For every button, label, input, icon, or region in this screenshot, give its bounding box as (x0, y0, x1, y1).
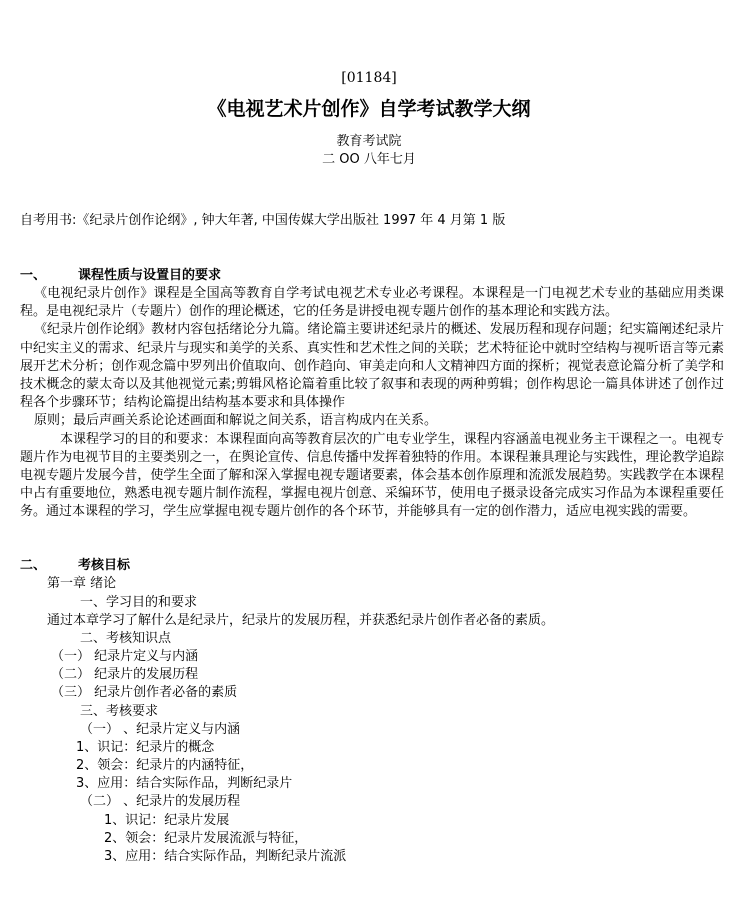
section-2-heading (20, 557, 130, 575)
section-1-heading (20, 267, 221, 285)
requirement-item: 3、应用：结合实际作品，判断纪录片流派 (104, 849, 347, 864)
document-title: 《电视艺术片创作》自学考试教学大纲 (207, 98, 531, 120)
subsection-requirements: 三、考核要求 (80, 704, 159, 719)
subsection-knowledge-points: 二、考核知识点 (80, 631, 172, 646)
requirement-group-title: （二） 、纪录片的发展历程 (80, 794, 241, 809)
requirement-item: 2、领会：纪录片发展流派与特征， (104, 831, 308, 846)
knowledge-point: （一） 纪录片定义与内涵 (51, 649, 199, 664)
learning-goals-text: 通过本章学习了解什么是纪录片，纪录片的发展历程，并获悉纪录片创作者必备的素质。 (47, 613, 555, 628)
section-1-body (20, 285, 724, 522)
paragraph-textbook-content-end: 原则；最后声画关系论论述画面和解说之间关系，语言构成内在关系。 (34, 413, 438, 429)
requirement-item: 1、识记：纪录片发展 (104, 813, 230, 828)
course-code: [01184] (341, 70, 397, 86)
issuing-organization: 教育考试院 (336, 134, 402, 149)
section-1-title: 课程性质与设置目的要求 (78, 268, 222, 283)
requirement-item: 1、识记：纪录片的概念 (76, 740, 215, 755)
subsection-learning-goals: 一、学习目的和要求 (80, 595, 198, 610)
requirement-item: 2、领会：纪录片的内涵特征， (76, 758, 254, 773)
requirement-group-title: （一） 、纪录片定义与内涵 (80, 722, 241, 737)
section-2-title: 考核目标 (78, 558, 131, 573)
section-1-number: 一、 (20, 268, 47, 283)
requirement-item: 3、应用：结合实际作品，判断纪录片 (76, 776, 293, 791)
knowledge-point: （三） 纪录片创作者必备的素质 (51, 685, 238, 700)
textbook-line: 自考用书:《纪录片创作论纲》, 钟大年著, 中国传媒大学出版社 1997 年 4 月第 1 版 (20, 213, 506, 228)
chapter-title: 第一章 绪论 (47, 576, 117, 591)
paragraph-learning-goals: 本课程学习的目的和要求：本课程面向高等教育层次的广电专业学生，课程内容涵盖电视业务主干课程之一。电视专题片作为电视节目的主要类别之一，在舆论宣传、信息传播中发挥着独特的作用。本课程兼具理论与实践性，理论教学追踪电视专题片发展今昔，使学生全面了解和深入掌握电视专题诸要素，体会基本创作原理和流派发展趋势。实践教学在本课程中占有重要地位，熟悉电视专题片制作流程，掌握电视片创意、采编环节，使用电子摄录设备完成实习作品为本课程重要任务。通过本课程的学习，学生应掌握电视专题片创作的各个环节，并能够具有一定的创作潜力，适应电视实践的需要。 (20, 431, 724, 520)
section-2-number: 二、 (20, 558, 47, 573)
knowledge-point: （二） 纪录片的发展历程 (51, 667, 199, 682)
paragraph-textbook-content: 《纪录片创作论纲》教材内容包括绪论分九篇。绪论篇主要讲述纪录片的概述、发展历程和现存问题；纪实篇阐述纪录片中纪实主义的需求、纪录片与现实和美学的关系、真实性和艺术性之间的关联；艺术特征论中就时空结构与视听语言等元素展开艺术分析；创作观念篇中罗列出价值取向、创作趋向、审美走向和人文精神四方面的探析；视觉表意论篇分析了美学和技术概念的蒙太奇以及其他视觉元素;剪辑风格论篇着重比较了叙事和表现的两种剪辑；创作构思论一篇具体讲述了创作过程各个步骤环节；结构论篇提出结构基本要求和具体操作 (20, 322, 724, 411)
issue-date: 二 OO 八年七月 (322, 152, 416, 167)
paragraph-course-nature: 《电视纪录片创作》课程是全国高等教育自学考试电视艺术专业必考课程。本课程是一门电视艺术专业的基础应用类课程。是电视纪录片（专题片）创作的理论概述，它的任务是讲授电视专题片创作的基本理论和实践方法。 (20, 286, 724, 320)
